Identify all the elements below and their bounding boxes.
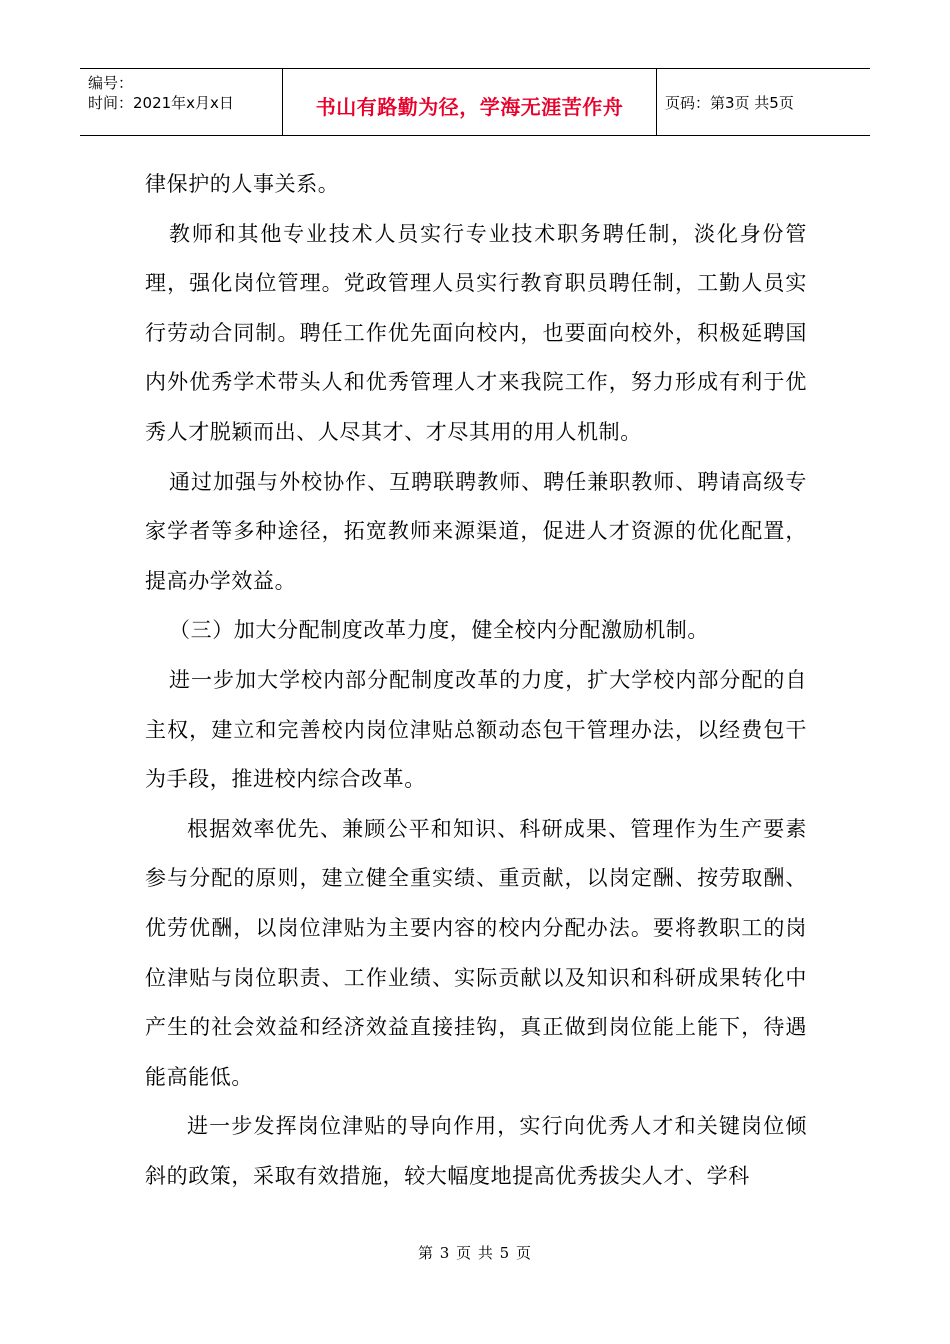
paragraph-5: 根据效率优先、兼顾公平和知识、科研成果、管理作为生产要素参与分配的原则，建立健全重实绩、重贡献，以岗定酬、按劳取酬、优劳优酬，以岗位津贴为主要内容的校内分配办法。要将教职工的岗位津贴与岗位职责、工作业绩、实际贡献以及知识和科研成果转化中产生的社会效益和经济效益直接挂钩，真正做到岗位能上能下，待遇能高能低。 xyxy=(145,816,807,1089)
document-date-label: 时间：2021年x月x日 xyxy=(88,94,234,112)
paragraph-6: 进一步发挥岗位津贴的导向作用，实行向优秀人才和关键岗位倾斜的政策，采取有效措施，较大幅度地提高优秀拔尖人才、学科 xyxy=(145,1114,807,1188)
document-body xyxy=(145,160,807,1201)
header-info-cell xyxy=(80,69,283,135)
header-motto: 书山有路勤为径，学海无涯苦作舟 xyxy=(315,94,624,119)
paragraph-2: 教师和其他专业技术人员实行专业技术职务聘任制，淡化身份管理，强化岗位管理。党政管理人员实行教育职员聘任制，工勤人员实行劳动合同制。聘任工作优先面向校内，也要面向校外，积极延聘国内外优秀学术带头人和优秀管理人才来我院工作，努力形成有利于优秀人才脱颖而出、人尽其才、才尽其用的用人机制。 xyxy=(145,221,807,444)
header-page-code: 页码：第3页 共5页 xyxy=(665,93,794,112)
header-page-cell xyxy=(657,69,870,135)
document-number-label: 编号： xyxy=(88,74,134,92)
page-footer: 第 3 页 共 5 页 xyxy=(418,1244,532,1262)
header-table xyxy=(80,68,870,136)
header-motto-cell xyxy=(283,69,657,135)
paragraph-3: 通过加强与外校协作、互聘联聘教师、聘任兼职教师、聘请高级专家学者等多种途径，拓宽教师来源渠道，促进人才资源的优化配置，提高办学效益。 xyxy=(145,469,807,593)
paragraph-1: 律保护的人事关系。 xyxy=(145,172,340,196)
section-heading: （三）加大分配制度改革力度，健全校内分配激励机制。 xyxy=(169,618,709,643)
paragraph-4: 进一步加大学校内部分配制度改革的力度，扩大学校内部分配的自主权，建立和完善校内岗位津贴总额动态包干管理办法，以经费包干为手段，推进校内综合改革。 xyxy=(145,667,807,792)
